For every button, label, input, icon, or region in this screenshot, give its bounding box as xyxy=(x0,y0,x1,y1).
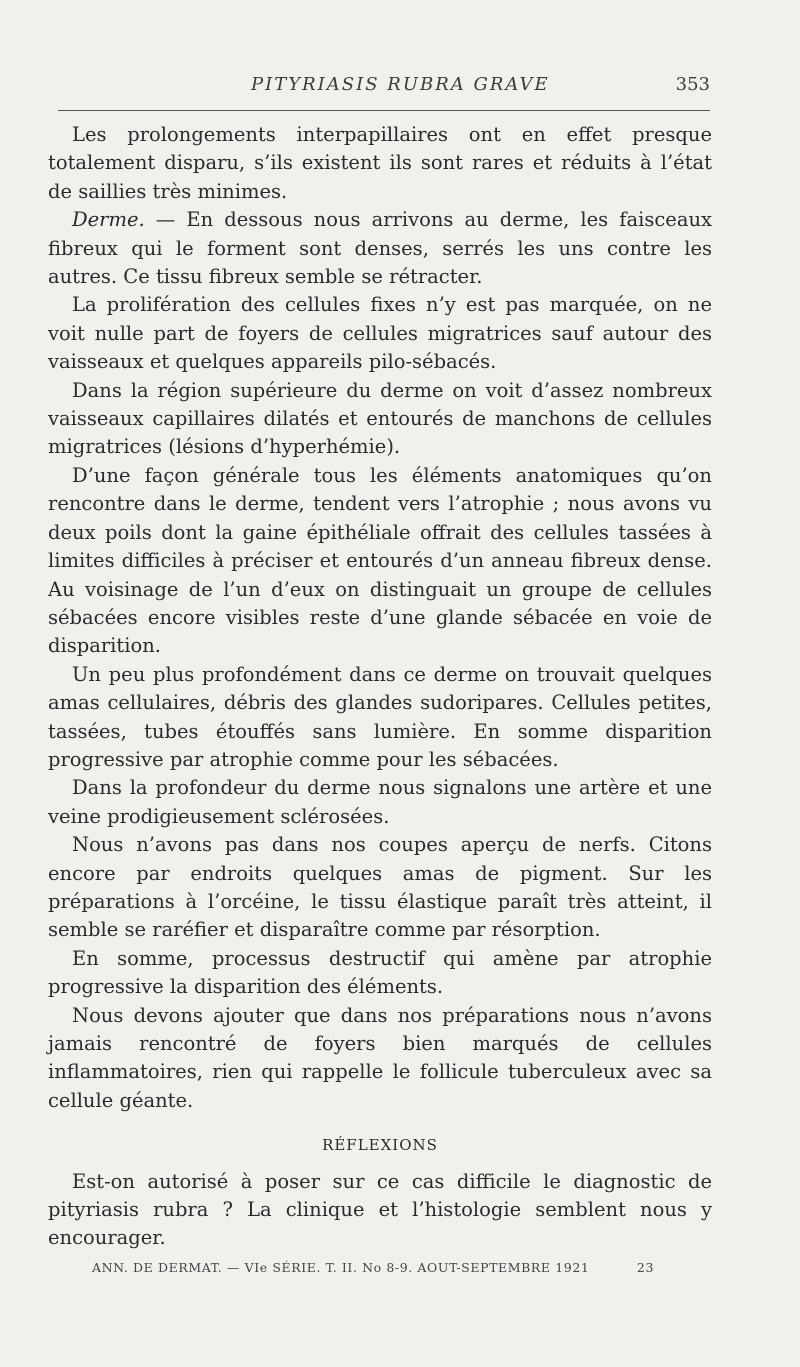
paragraph: Les prolongements interpapillaires ont en effet presque totalement disparu, s’ils existent ils sont rares et réduits à l’état de saillies très minimes. xyxy=(48,123,712,203)
paragraph: La prolifération des cellules fixes n’y est pas marquée, on ne voit nulle part de foyers de cellules migratrices sauf autour des vaisseaux et quelques appareils pilo-sébacés. xyxy=(48,293,712,374)
paragraph-label: Derme. xyxy=(72,208,145,232)
paragraph: Nous devons ajouter que dans nos préparations nous n’avons jamais rencontré de foyers bien marqués de cellules inflammatoires, rien qui rappelle le follicule tuberculeux avec sa cellule géante. xyxy=(48,1003,712,1112)
paragraph: Dans la profondeur du derme nous signalons une artère et une veine prodigieusement sclérosées. xyxy=(48,776,712,828)
body-text xyxy=(48,121,712,1253)
signature-mark: 23 xyxy=(636,1260,654,1275)
paragraph: Nous n’avons pas dans nos coupes aperçu de nerfs. Citons encore par endroits quelques amas de pigment. Sur les préparations à l’orcéine, le tissu élastique paraît très atteint, il semble se raréfier et disparaître comme par résorption. xyxy=(48,833,712,942)
page-number: 353 xyxy=(675,74,710,95)
paragraph: Un peu plus profondément dans ce derme on trouvait quelques amas cellulaires, débris des glandes sudoripares. Cellules petites, tassées, tubes étouffés sans lumière. En somme disparition progressive par atrophie comme pour les sébacées. xyxy=(48,662,712,771)
header-rule xyxy=(58,110,710,111)
page-footer xyxy=(92,1260,654,1282)
running-head xyxy=(56,74,710,100)
paragraph: En somme, processus destructif qui amène par atrophie progressive la disparition des éléments. xyxy=(48,946,712,999)
paragraph xyxy=(48,206,712,291)
paragraph: Dans la région supérieure du derme on voit d’assez nombreux vaisseaux capillaires dilatés et entourés de manchons de cellules migratrices (lésions d’hyperhémie). xyxy=(48,378,712,459)
section-title: RÉFLEXIONS xyxy=(322,1136,438,1155)
paragraph: D’une façon générale tous les éléments anatomiques qu’on rencontre dans le derme, tendent vers l’atrophie ; nous avons vu deux poils dont la gaine épithéliale offrait des cellules tassées à limites difficiles à préciser et entourés d’un anneau fibreux dense. Au voisinage de l’un d’eux on distinguait un groupe de cellules sébacées encore visibles reste d’une glande sébacée en voie de disparition. xyxy=(48,463,712,658)
running-title: PITYRIASIS RUBRA GRAVE xyxy=(251,74,550,95)
paragraph-text: — En dessous nous arrivons au derme, les faisceaux fibreux qui le forment sont denses, serrés les uns contre les autres. Ce tissu fibreux semble se rétracter. xyxy=(48,208,712,289)
journal-reference: ANN. DE DERMAT. — VIe SÉRIE. T. II. No 8-9. AOUT-SEPTEMBRE 1921 xyxy=(92,1260,590,1275)
paragraph: Est-on autorisé à poser sur ce cas difficile le diagnostic de pityriasis rubra ? La clinique et l’histologie semblent nous y encourager. xyxy=(48,1169,712,1250)
